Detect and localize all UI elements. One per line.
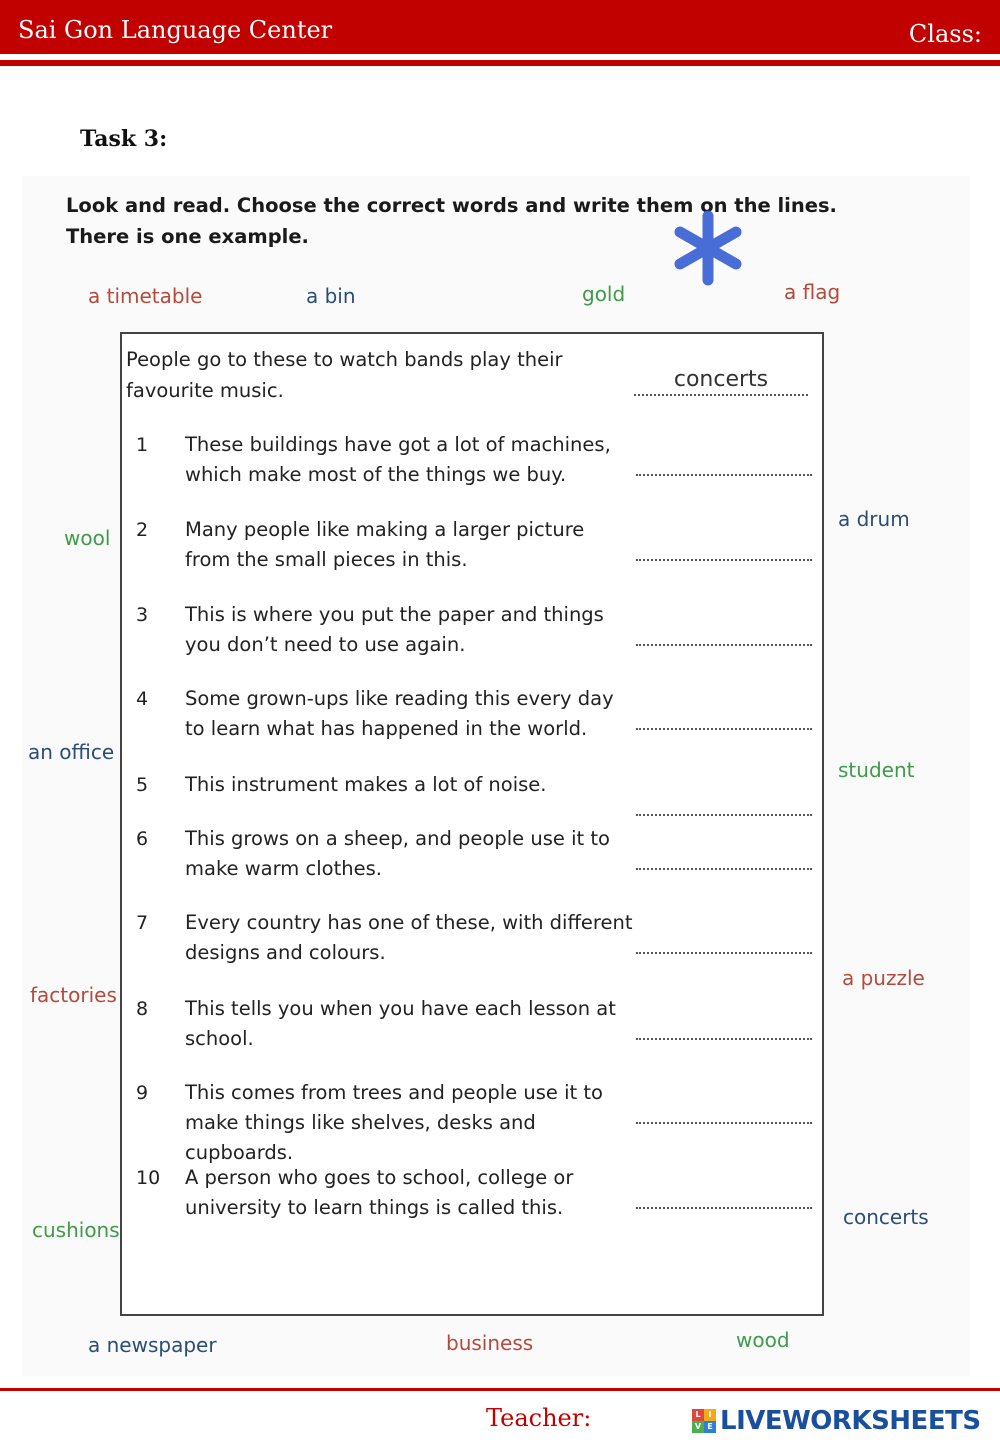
question-number: 7	[136, 912, 149, 934]
footer-rule	[0, 1388, 1000, 1391]
task-title: Task 3:	[80, 126, 168, 152]
question-row	[0, 908, 820, 972]
question-text: This instrument makes a lot of noise.	[185, 773, 547, 796]
question-number: 9	[136, 1082, 149, 1104]
header-rule	[0, 60, 1000, 66]
answer-line[interactable]	[636, 644, 812, 646]
answer-line[interactable]	[636, 1038, 812, 1040]
logo-letter: E	[704, 1421, 716, 1433]
word-office: an office	[28, 740, 115, 764]
question-number: 6	[136, 828, 149, 850]
word-concerts: concerts	[843, 1205, 929, 1229]
question-text: This comes from trees and people use it to make things like shelves, desks and cupboards.	[185, 1081, 603, 1164]
word-drum: a drum	[838, 507, 910, 531]
example-answer: concerts	[634, 366, 808, 396]
question-number: 3	[136, 604, 149, 626]
answer-line[interactable]	[636, 1207, 812, 1209]
word-newspaper: a newspaper	[88, 1333, 217, 1357]
word-student: student	[838, 758, 915, 782]
word-wood: wood	[736, 1328, 790, 1352]
center-name: Sai Gon Language Center	[18, 16, 333, 44]
teacher-label: Teacher:	[486, 1404, 592, 1432]
question-text: This is where you put the paper and things you don’t need to use again.	[185, 603, 604, 656]
answer-line[interactable]	[636, 474, 812, 476]
header-bar	[0, 0, 1000, 54]
logo-text: LIVEWORKSHEETS	[720, 1406, 981, 1436]
word-cushions: cushions	[32, 1218, 120, 1242]
question-row	[0, 430, 820, 494]
word-flag: a flag	[784, 280, 841, 304]
answer-line[interactable]	[636, 728, 812, 730]
answer-line[interactable]	[636, 868, 812, 870]
answer-line[interactable]	[636, 952, 812, 954]
word-timetable: a timetable	[88, 284, 203, 308]
question-row	[0, 684, 820, 748]
example-text: People go to these to watch bands play their favourite music.	[126, 348, 563, 402]
question-number: 8	[136, 998, 149, 1020]
question-row	[0, 1163, 820, 1227]
logo-letter: V	[692, 1421, 704, 1433]
instructions: Look and read. Choose the correct words and write them on the lines. There is one example.	[66, 194, 837, 248]
word-puzzle: a puzzle	[842, 966, 925, 990]
asterisk-icon	[668, 208, 748, 288]
word-wool: wool	[64, 526, 111, 550]
question-text: Many people like making a larger picture from the small pieces in this.	[185, 518, 585, 571]
word-business: business	[446, 1331, 534, 1355]
question-row	[0, 515, 820, 579]
question-number: 1	[136, 434, 149, 456]
word-bin: a bin	[306, 284, 356, 308]
question-row	[0, 600, 820, 664]
logo-letter: I	[704, 1409, 716, 1421]
liveworksheets-logo	[692, 1405, 981, 1437]
answer-line[interactable]	[636, 559, 812, 561]
question-text: Every country has one of these, with different designs and colours.	[185, 911, 633, 964]
question-number: 10	[136, 1167, 161, 1189]
question-number: 5	[136, 774, 149, 796]
question-number: 2	[136, 519, 149, 541]
question-text: This tells you when you have each lesson at school.	[185, 997, 616, 1050]
question-text: These buildings have got a lot of machines, which make most of the things we buy.	[185, 433, 611, 486]
logo-letter: L	[692, 1409, 704, 1421]
class-label: Class:	[908, 20, 982, 48]
word-factories: factories	[30, 983, 117, 1007]
question-row	[0, 994, 820, 1058]
logo-icon	[692, 1409, 716, 1433]
answer-line[interactable]	[636, 814, 812, 816]
question-text: A person who goes to school, college or university to learn things is called this.	[185, 1166, 574, 1219]
question-row	[0, 1078, 820, 1164]
word-gold: gold	[582, 282, 626, 306]
question-text: This grows on a sheep, and people use it to make warm clothes.	[185, 827, 610, 880]
answer-line[interactable]	[636, 1122, 812, 1124]
question-number: 4	[136, 688, 149, 710]
question-text: Some grown-ups like reading this every day to learn what has happened in the world.	[185, 687, 614, 740]
question-row	[0, 824, 820, 888]
